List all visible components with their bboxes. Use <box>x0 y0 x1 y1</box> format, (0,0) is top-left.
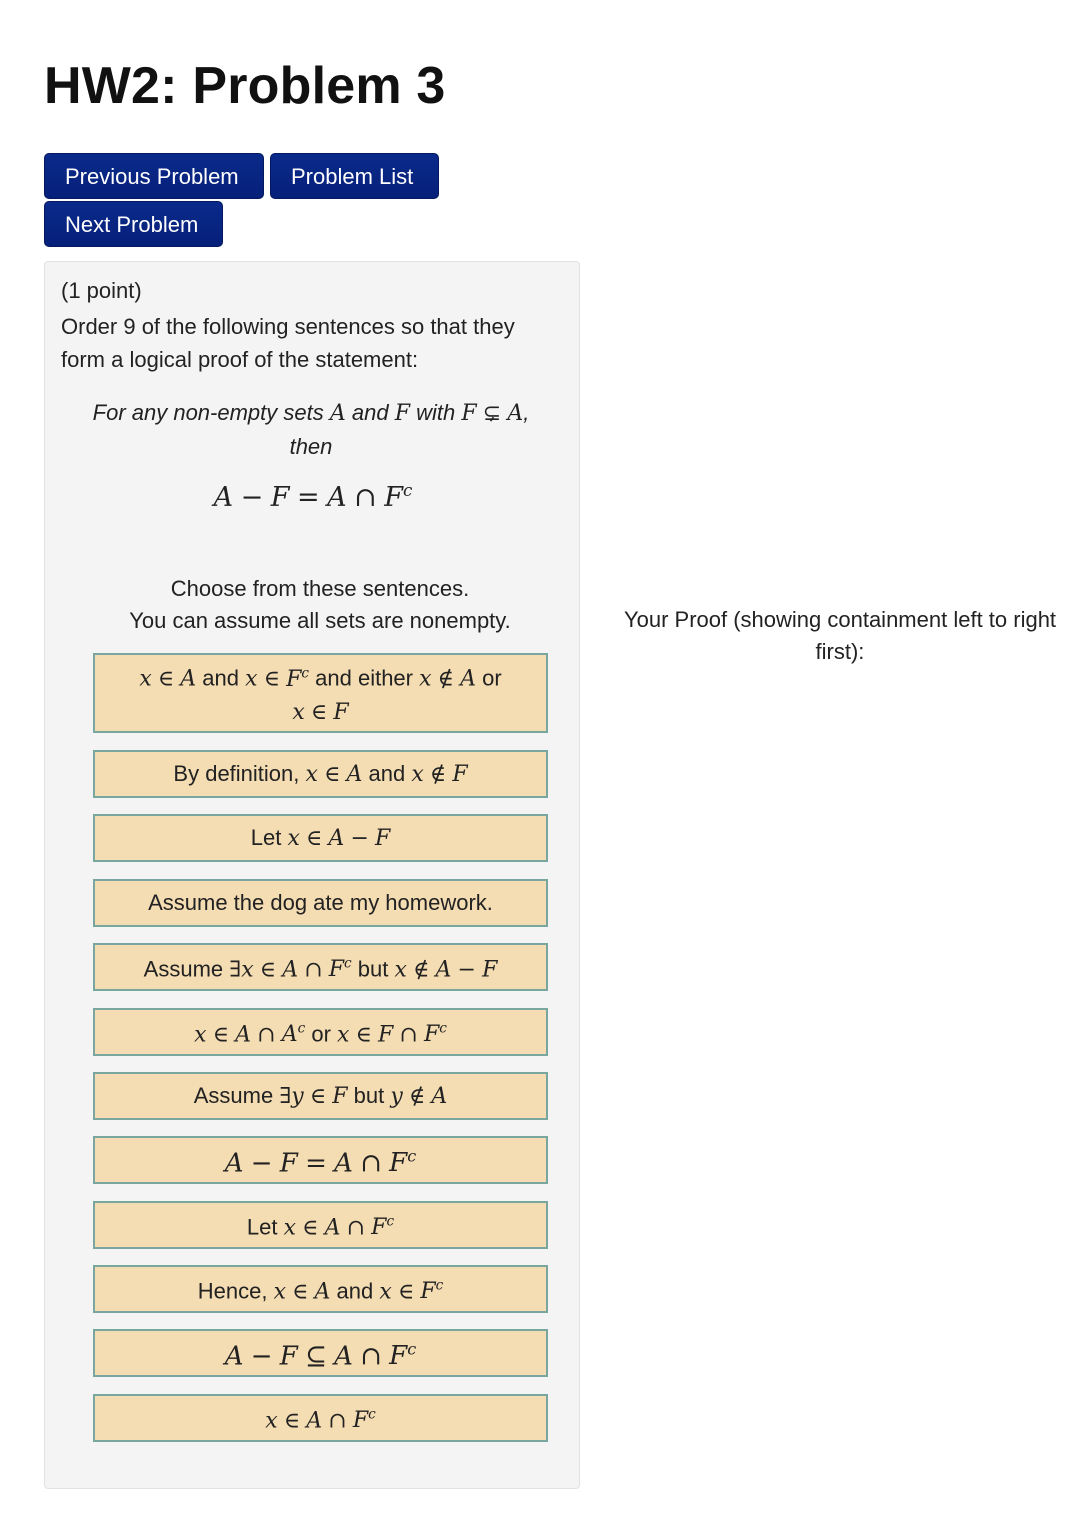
sentence-text: By definition, <box>173 760 300 786</box>
proof-area-label: Your Proof (showing containment left to right first): <box>623 607 1057 664</box>
statement-text: For any non-empty sets <box>92 400 324 425</box>
sentence-text: Assume <box>143 956 224 982</box>
sentence-text: or <box>482 665 502 691</box>
sentence-card[interactable]: Let x ∈ A ∩ $F^c$ <box>93 1201 548 1249</box>
sentence-text: but <box>357 956 389 982</box>
choose-instructions <box>45 573 595 637</box>
sentence-card[interactable]: x ∈ A and x ∈ $F^c$ and either x ∉ A or x ∈ F <box>93 653 548 733</box>
page-title: HW2: Problem 3 <box>44 57 446 115</box>
statement-text: with <box>416 400 456 425</box>
statement-text: then <box>289 434 333 459</box>
sentence-text: Let <box>250 824 282 850</box>
sentence-card[interactable]: Hence, x ∈ A and x ∈ $F^c$ <box>93 1265 548 1313</box>
statement-text: and <box>351 400 389 425</box>
sentence-text: and <box>368 760 406 786</box>
statement-formula: A − F = A ∩ $F^c$ <box>213 480 413 513</box>
sentence-card[interactable]: A − F = A ∩ $F^c$ <box>93 1136 548 1184</box>
sentence-text: and <box>336 1278 374 1304</box>
choose-line: You can assume all sets are nonempty. <box>129 608 511 633</box>
choose-line: Choose from these sentences. <box>170 576 470 601</box>
sentence-text: Assume the dog ate my homework. <box>148 890 493 915</box>
sentence-card[interactable]: By definition, x ∈ A and x ∉ F <box>93 750 548 798</box>
sentence-text: or <box>311 1021 331 1047</box>
points-label: (1 point) <box>61 278 142 303</box>
previous-problem-button[interactable]: Previous Problem <box>44 153 264 199</box>
sentence-card[interactable]: Assume ∃y ∈ F but y ∉ A <box>93 1072 548 1120</box>
sentence-card[interactable]: A − F ⊆ A ∩ $F^c$ <box>93 1329 548 1377</box>
sentence-text: and either <box>315 665 413 691</box>
sentence-text: and <box>202 665 240 691</box>
sentence-text: Let <box>246 1214 278 1240</box>
sentence-card[interactable]: x ∈ A ∩ $F^c$ <box>93 1394 548 1442</box>
sentence-text: Assume <box>193 1082 274 1108</box>
sentence-text: Hence, <box>197 1278 268 1304</box>
sentence-card[interactable]: Let x ∈ A − F <box>93 814 548 862</box>
theorem-statement: For any non-empty sets A and F with F ⊊ A, then <box>92 400 530 459</box>
sentence-card[interactable] <box>93 879 548 927</box>
problem-list-button[interactable]: Problem List <box>270 153 439 199</box>
sentence-card[interactable]: Assume ∃x ∈ A ∩ $F^c$ but x ∉ A − F <box>93 943 548 991</box>
sentence-card[interactable]: x ∈ A ∩ $A^c$ or x ∈ F ∩ $F^c$ <box>93 1008 548 1056</box>
sentence-text: but <box>353 1082 385 1108</box>
problem-instructions: Order 9 of the following sentences so that they form a logical proof of the statement: <box>61 314 515 372</box>
next-problem-button[interactable]: Next Problem <box>44 201 223 247</box>
problem-panel <box>44 261 580 1489</box>
